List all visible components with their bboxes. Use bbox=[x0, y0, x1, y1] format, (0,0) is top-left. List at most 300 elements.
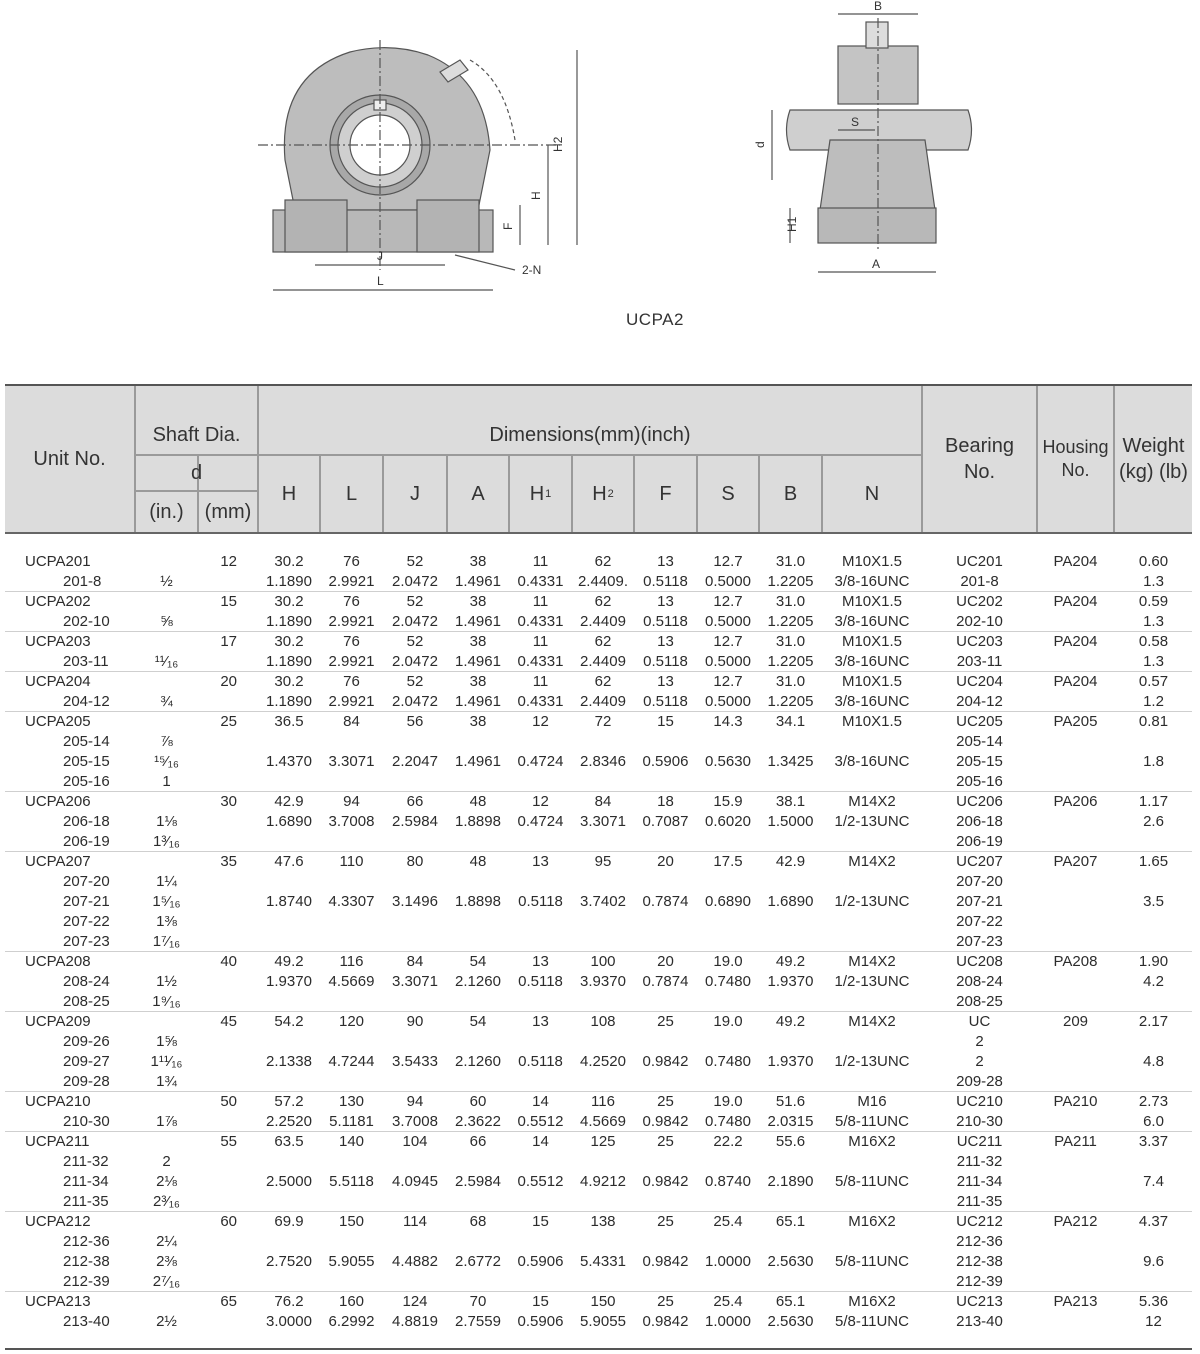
cell-w bbox=[1115, 912, 1192, 932]
cell-a bbox=[448, 1072, 508, 1092]
cell-unit-no: UCPA212 bbox=[25, 1213, 91, 1230]
col-h2-text: H bbox=[592, 483, 607, 505]
col-b: B bbox=[783, 483, 798, 505]
cell-bearing: UC206 bbox=[956, 793, 1003, 810]
cell-l: 120 bbox=[338, 1013, 365, 1030]
cell-b: 1.6890 bbox=[767, 893, 814, 910]
cell-s bbox=[698, 912, 758, 932]
cell-h1: 0.4331 bbox=[517, 613, 564, 630]
cell-in bbox=[136, 952, 197, 972]
col-l: L bbox=[345, 483, 358, 505]
cell-housing: PA207 bbox=[1053, 853, 1098, 870]
cell-bearing: 202-10 bbox=[956, 613, 1003, 630]
cell-bearing: UC202 bbox=[956, 593, 1003, 610]
cell-mm: 50 bbox=[220, 1093, 237, 1110]
cell-a: 68 bbox=[469, 1213, 487, 1230]
cell-s bbox=[698, 1272, 758, 1292]
cell-h2: 4.5669 bbox=[580, 1113, 626, 1130]
cell-f bbox=[635, 832, 696, 852]
cell-h2 bbox=[573, 772, 633, 792]
cell-h2: 4.2520 bbox=[580, 1053, 626, 1070]
cell-housing bbox=[1038, 612, 1113, 632]
cell-h1: 12 bbox=[532, 793, 549, 810]
cell-mm bbox=[199, 872, 237, 892]
cell-h2: 72 bbox=[594, 713, 612, 730]
cell-s: 1.0000 bbox=[705, 1313, 751, 1330]
cell-n: 5/8-11UNC bbox=[835, 1253, 909, 1270]
cell-bearing: UC207 bbox=[956, 853, 1003, 870]
cell-b bbox=[760, 872, 821, 892]
cell-w: 1.3 bbox=[1143, 653, 1164, 670]
cell-j: 2.0472 bbox=[392, 613, 438, 630]
cell-s: 0.5000 bbox=[705, 653, 751, 670]
cell-h2: 2.4409. bbox=[577, 573, 629, 590]
cell-unit-no: 207-21 bbox=[63, 893, 110, 910]
cell-h2: 100 bbox=[590, 953, 616, 970]
cell-mm bbox=[199, 972, 237, 992]
cell-n bbox=[823, 932, 921, 952]
cell-bearing: 205-15 bbox=[956, 753, 1003, 770]
col-unit-no: Unit No. bbox=[33, 448, 106, 470]
cell-bearing: UC205 bbox=[956, 713, 1003, 730]
cell-n: 1/2-13UNC bbox=[834, 1053, 910, 1070]
cell-l: 116 bbox=[339, 953, 364, 970]
cell-s bbox=[698, 1232, 758, 1252]
cell-b: 34.1 bbox=[775, 713, 806, 730]
cell-h1: 0.4331 bbox=[517, 693, 564, 710]
cell-n bbox=[823, 1032, 921, 1052]
cell-f: 0.5118 bbox=[643, 613, 688, 630]
cell-l: 150 bbox=[338, 1213, 365, 1230]
cell-f: 25 bbox=[657, 1213, 674, 1230]
cell-bearing: 209-28 bbox=[956, 1073, 1003, 1090]
cell-h1: 15 bbox=[532, 1293, 549, 1310]
cell-j: 114 bbox=[403, 1213, 427, 1230]
cell-housing bbox=[1038, 1152, 1113, 1172]
cell-a: 1.4961 bbox=[455, 693, 501, 710]
cell-n: 3/8-16UNC bbox=[834, 753, 910, 770]
cell-w: 6.0 bbox=[1143, 1113, 1164, 1130]
cell-h2: 3.3071 bbox=[580, 813, 626, 830]
cell-b: 51.6 bbox=[775, 1093, 806, 1110]
cell-h bbox=[259, 1072, 319, 1092]
cell-h: 1.9370 bbox=[266, 973, 312, 990]
cell-h bbox=[259, 1152, 319, 1172]
cell-h2 bbox=[573, 932, 633, 952]
cell-h: 1.1890 bbox=[266, 653, 312, 670]
col-h1-text: H bbox=[529, 483, 545, 505]
cell-b: 1.5000 bbox=[767, 813, 814, 830]
cell-mm bbox=[199, 832, 237, 852]
cell-bearing: UC201 bbox=[956, 553, 1003, 570]
cell-w: 0.60 bbox=[1138, 553, 1169, 570]
cell-b: 2.5630 bbox=[767, 1313, 814, 1330]
table-row bbox=[5, 1052, 1192, 1072]
cell-l: 94 bbox=[343, 793, 360, 810]
cell-in: 2⅜ bbox=[156, 1253, 177, 1270]
cell-h2: 138 bbox=[590, 1213, 616, 1230]
table-row bbox=[5, 1112, 1192, 1132]
cell-unit-no: 205-14 bbox=[63, 733, 110, 750]
cell-a: 60 bbox=[469, 1093, 487, 1110]
cell-housing bbox=[1038, 772, 1113, 792]
cell-in: 2⁷⁄₁₆ bbox=[152, 1273, 181, 1290]
cell-bearing: 203-11 bbox=[956, 653, 1003, 670]
cell-b: 31.0 bbox=[775, 593, 806, 610]
cell-h2: 84 bbox=[594, 793, 612, 810]
cell-w: 7.4 bbox=[1143, 1173, 1164, 1190]
cell-f: 13 bbox=[657, 553, 674, 570]
cell-housing bbox=[1038, 912, 1113, 932]
cell-bearing: UC204 bbox=[956, 673, 1003, 690]
cell-h2: 108 bbox=[590, 1013, 616, 1030]
col-h2-sub: 2 bbox=[607, 487, 614, 500]
cell-mm bbox=[199, 1272, 237, 1292]
cell-housing bbox=[1038, 932, 1113, 952]
cell-housing bbox=[1038, 1112, 1113, 1132]
cell-f bbox=[635, 992, 696, 1012]
col-housing-no: Housing No. bbox=[1042, 436, 1109, 480]
cell-b bbox=[760, 932, 821, 952]
table-header bbox=[5, 386, 1192, 534]
table-row bbox=[5, 1152, 1192, 1172]
cell-l: 130 bbox=[338, 1093, 365, 1110]
table-row bbox=[5, 932, 1192, 952]
cell-h1: 11 bbox=[532, 553, 549, 570]
table-row bbox=[5, 832, 1192, 852]
cell-s bbox=[698, 932, 758, 952]
cell-l: 4.5669 bbox=[328, 973, 375, 990]
cell-a bbox=[448, 1032, 508, 1052]
cell-a: 2.1260 bbox=[455, 973, 501, 990]
cell-j bbox=[384, 772, 446, 792]
cell-j: 3.3071 bbox=[392, 973, 438, 990]
cell-h1: 15 bbox=[532, 1213, 549, 1230]
cell-n bbox=[823, 1272, 921, 1292]
cell-a bbox=[448, 872, 508, 892]
cell-l: 4.3307 bbox=[328, 893, 375, 910]
cell-bearing: 212-38 bbox=[956, 1253, 1003, 1270]
cell-mm: 55 bbox=[220, 1133, 237, 1150]
cell-f: 0.5118 bbox=[643, 693, 688, 710]
cell-mm bbox=[199, 812, 237, 832]
cell-a bbox=[448, 1192, 508, 1212]
cell-mm bbox=[199, 1172, 237, 1192]
cell-in: ⅞ bbox=[160, 733, 173, 750]
cell-f: 0.7874 bbox=[642, 893, 689, 910]
cell-housing: PA204 bbox=[1053, 553, 1098, 570]
cell-unit-no: 207-23 bbox=[63, 933, 110, 950]
table-row bbox=[5, 792, 1192, 812]
cell-bearing: 201-8 bbox=[960, 573, 999, 590]
cell-h bbox=[259, 1192, 319, 1212]
table-row bbox=[5, 1032, 1192, 1052]
cell-unit-no: 209-27 bbox=[63, 1053, 110, 1070]
cell-in: 1⁷⁄₁₆ bbox=[152, 933, 181, 950]
cell-l bbox=[321, 1192, 382, 1212]
cell-h2: 62 bbox=[594, 633, 612, 650]
cell-l: 6.2992 bbox=[328, 1313, 375, 1330]
table-row bbox=[5, 952, 1192, 972]
cell-mm bbox=[199, 772, 237, 792]
cell-unit-no: UCPA201 bbox=[25, 553, 91, 570]
cell-n bbox=[823, 832, 921, 852]
cell-f bbox=[635, 932, 696, 952]
cell-in: ¹⁵⁄₁₆ bbox=[154, 753, 179, 770]
cell-f: 20 bbox=[657, 953, 674, 970]
cell-b: 2.0315 bbox=[767, 1113, 814, 1130]
cell-l bbox=[321, 1232, 382, 1252]
cell-mm bbox=[199, 992, 237, 1012]
cell-l bbox=[321, 912, 382, 932]
cell-w bbox=[1115, 732, 1192, 752]
cell-w bbox=[1115, 932, 1192, 952]
cell-h2 bbox=[573, 1192, 633, 1212]
cell-mm bbox=[199, 692, 237, 712]
cell-w: 5.36 bbox=[1138, 1293, 1169, 1310]
cell-unit-no: 213-40 bbox=[63, 1313, 110, 1330]
cell-l: 76 bbox=[343, 673, 360, 690]
cell-unit-no: 208-25 bbox=[63, 993, 110, 1010]
cell-b bbox=[760, 732, 821, 752]
cell-housing: PA206 bbox=[1053, 793, 1098, 810]
cell-h2: 2.4409 bbox=[580, 693, 626, 710]
table-row bbox=[5, 852, 1192, 872]
cell-h: 1.1890 bbox=[266, 573, 312, 590]
cell-h1: 0.5512 bbox=[517, 1113, 564, 1130]
cell-n: 1/2-13UNC bbox=[834, 973, 910, 990]
cell-h bbox=[259, 732, 319, 752]
cell-l: 84 bbox=[343, 713, 360, 730]
cell-s: 0.5630 bbox=[705, 753, 751, 770]
cell-f bbox=[635, 1272, 696, 1292]
cell-h: 1.1890 bbox=[266, 613, 312, 630]
cell-b: 1.2205 bbox=[767, 573, 814, 590]
cell-housing bbox=[1038, 812, 1113, 832]
cell-f bbox=[635, 772, 696, 792]
cell-unit-no: 209-28 bbox=[63, 1073, 110, 1090]
cell-h1 bbox=[510, 992, 571, 1012]
cell-s bbox=[698, 1192, 758, 1212]
cell-l: 5.1181 bbox=[329, 1113, 374, 1130]
cell-n: M10X1.5 bbox=[841, 713, 903, 730]
cell-h1: 12 bbox=[532, 713, 549, 730]
cell-in: 1⅝ bbox=[156, 1033, 177, 1050]
cell-bearing: UC213 bbox=[956, 1293, 1003, 1310]
cell-w: 3.5 bbox=[1143, 893, 1164, 910]
cell-b: 42.9 bbox=[775, 853, 806, 870]
cell-housing bbox=[1038, 832, 1113, 852]
cell-h2: 3.7402 bbox=[580, 893, 626, 910]
cell-unit-no: 211-35 bbox=[63, 1193, 109, 1210]
drawing-svg bbox=[0, 0, 1200, 380]
cell-h2: 62 bbox=[594, 593, 612, 610]
cell-mm bbox=[199, 572, 237, 592]
cell-h bbox=[259, 1032, 319, 1052]
cell-mm bbox=[199, 1312, 237, 1332]
cell-h2: 125 bbox=[590, 1133, 616, 1150]
cell-a bbox=[448, 912, 508, 932]
cell-b: 31.0 bbox=[775, 633, 806, 650]
cell-h1 bbox=[510, 932, 571, 952]
cell-mm bbox=[199, 912, 237, 932]
cell-bearing: UC212 bbox=[956, 1213, 1003, 1230]
cell-mm bbox=[199, 1112, 237, 1132]
cell-housing: PA212 bbox=[1053, 1213, 1098, 1230]
cell-f: 25 bbox=[657, 1013, 674, 1030]
cell-in: 1¹¹⁄₁₆ bbox=[150, 1053, 183, 1070]
cell-h1 bbox=[510, 1192, 571, 1212]
cell-h2 bbox=[573, 912, 633, 932]
cell-bearing: 208-25 bbox=[956, 993, 1003, 1010]
cell-housing bbox=[1038, 1272, 1113, 1292]
cell-w: 0.81 bbox=[1138, 713, 1169, 730]
cell-j bbox=[384, 1232, 446, 1252]
cell-h2 bbox=[573, 1152, 633, 1172]
cell-in: 2 bbox=[162, 1153, 171, 1170]
cell-n: 3/8-16UNC bbox=[834, 653, 910, 670]
cell-b: 1.2205 bbox=[767, 693, 814, 710]
cell-s: 0.7480 bbox=[705, 1113, 751, 1130]
cell-h bbox=[259, 1232, 319, 1252]
cell-housing: PA205 bbox=[1053, 713, 1098, 730]
cell-s: 1.0000 bbox=[705, 1253, 751, 1270]
cell-housing: PA204 bbox=[1053, 673, 1098, 690]
cell-a: 2.1260 bbox=[455, 1053, 501, 1070]
cell-h: 54.2 bbox=[274, 1013, 304, 1030]
cell-in bbox=[136, 672, 197, 692]
table-row bbox=[5, 872, 1192, 892]
cell-f: 0.5906 bbox=[642, 753, 689, 770]
cell-a: 1.4961 bbox=[455, 613, 501, 630]
cell-h: 57.2 bbox=[274, 1093, 304, 1110]
table-row bbox=[5, 612, 1192, 632]
cell-b: 1.9370 bbox=[767, 1053, 814, 1070]
cell-j: 2.0472 bbox=[392, 693, 438, 710]
cell-w bbox=[1115, 772, 1192, 792]
cell-j: 56 bbox=[406, 713, 424, 730]
cell-a bbox=[448, 772, 508, 792]
cell-f bbox=[635, 1032, 696, 1052]
cell-unit-no: 211-34 bbox=[63, 1173, 109, 1190]
table-row bbox=[5, 1092, 1192, 1112]
cell-f: 0.9842 bbox=[642, 1173, 689, 1190]
cell-l: 3.7008 bbox=[328, 813, 375, 830]
cell-in: 1¼ bbox=[156, 873, 177, 890]
cell-unit-no: UCPA213 bbox=[25, 1293, 91, 1310]
cell-h2: 4.9212 bbox=[580, 1173, 626, 1190]
table-row bbox=[5, 992, 1192, 1012]
cell-n: M10X1.5 bbox=[841, 593, 903, 610]
cell-bearing: 206-18 bbox=[956, 813, 1003, 830]
cell-n: M14X2 bbox=[848, 1013, 896, 1030]
cell-h2: 2.4409 bbox=[580, 613, 626, 630]
cell-mm: 60 bbox=[220, 1213, 237, 1230]
cell-unit-no: 201-8 bbox=[63, 573, 102, 590]
cell-w: 4.8 bbox=[1143, 1053, 1164, 1070]
cell-f: 13 bbox=[657, 673, 674, 690]
cell-in bbox=[136, 552, 197, 572]
label-2n: 2-N bbox=[522, 263, 542, 277]
cell-l bbox=[321, 1152, 382, 1172]
cell-unit-no: 206-18 bbox=[63, 813, 110, 830]
cell-b: 31.0 bbox=[775, 553, 806, 570]
cell-housing bbox=[1038, 1192, 1113, 1212]
cell-housing bbox=[1038, 1232, 1113, 1252]
cell-h1: 0.4724 bbox=[517, 813, 564, 830]
cell-n: M16X2 bbox=[848, 1133, 896, 1150]
cell-h: 47.6 bbox=[274, 853, 304, 870]
label-l: L bbox=[377, 274, 384, 288]
cell-f: 0.7874 bbox=[642, 973, 689, 990]
cell-f: 0.9842 bbox=[642, 1113, 689, 1130]
cell-housing bbox=[1038, 752, 1113, 772]
cell-a: 2.7559 bbox=[455, 1313, 501, 1330]
cell-mm: 30 bbox=[220, 793, 237, 810]
cell-bearing: UC210 bbox=[956, 1093, 1003, 1110]
col-shaft-dia: Shaft Dia. bbox=[152, 424, 241, 446]
cell-n: 3/8-16UNC bbox=[834, 613, 910, 630]
cell-in: 2³⁄₁₆ bbox=[153, 1193, 180, 1210]
cell-s bbox=[698, 872, 758, 892]
technical-drawing bbox=[0, 0, 1200, 380]
cell-unit-no: 207-22 bbox=[63, 913, 110, 930]
cell-s bbox=[698, 1152, 758, 1172]
cell-h bbox=[259, 992, 319, 1012]
cell-a: 70 bbox=[469, 1293, 487, 1310]
cell-f: 0.9842 bbox=[642, 1253, 689, 1270]
cell-in: 2¼ bbox=[156, 1233, 177, 1250]
cell-housing bbox=[1038, 1312, 1113, 1332]
cell-in: 1⅞ bbox=[156, 1113, 177, 1130]
cell-f: 13 bbox=[657, 593, 674, 610]
cell-h1: 14 bbox=[532, 1093, 549, 1110]
cell-unit-no: 212-39 bbox=[63, 1273, 110, 1290]
cell-unit-no: UCPA211 bbox=[25, 1133, 90, 1150]
cell-a: 38 bbox=[469, 673, 487, 690]
cell-n: M10X1.5 bbox=[841, 673, 903, 690]
cell-mm bbox=[199, 752, 237, 772]
cell-b bbox=[760, 912, 821, 932]
cell-w: 1.3 bbox=[1143, 613, 1164, 630]
cell-j: 2.2047 bbox=[392, 753, 438, 770]
cell-unit-no: 212-36 bbox=[63, 1233, 110, 1250]
cell-in: ¹¹⁄₁₆ bbox=[154, 653, 179, 670]
cell-l: 2.9921 bbox=[328, 613, 375, 630]
cell-j: 66 bbox=[406, 793, 424, 810]
cell-n bbox=[823, 1152, 921, 1172]
label-h: H bbox=[529, 191, 543, 200]
cell-w: 1.17 bbox=[1138, 793, 1169, 810]
table-row bbox=[5, 652, 1192, 672]
cell-j bbox=[384, 1072, 446, 1092]
cell-l: 160 bbox=[338, 1293, 365, 1310]
cell-j: 90 bbox=[406, 1013, 424, 1030]
cell-h1 bbox=[510, 1272, 571, 1292]
cell-w: 1.8 bbox=[1143, 753, 1164, 770]
cell-n bbox=[823, 732, 921, 752]
cell-j: 3.7008 bbox=[392, 1113, 438, 1130]
col-f: F bbox=[659, 483, 672, 505]
specification-table bbox=[5, 384, 1192, 1350]
cell-housing bbox=[1038, 652, 1113, 672]
cell-h: 30.2 bbox=[274, 673, 304, 690]
cell-f: 18 bbox=[657, 793, 674, 810]
cell-in: ⅝ bbox=[160, 613, 173, 630]
cell-a: 38 bbox=[469, 713, 487, 730]
cell-in bbox=[136, 852, 197, 872]
col-j: J bbox=[410, 483, 420, 505]
